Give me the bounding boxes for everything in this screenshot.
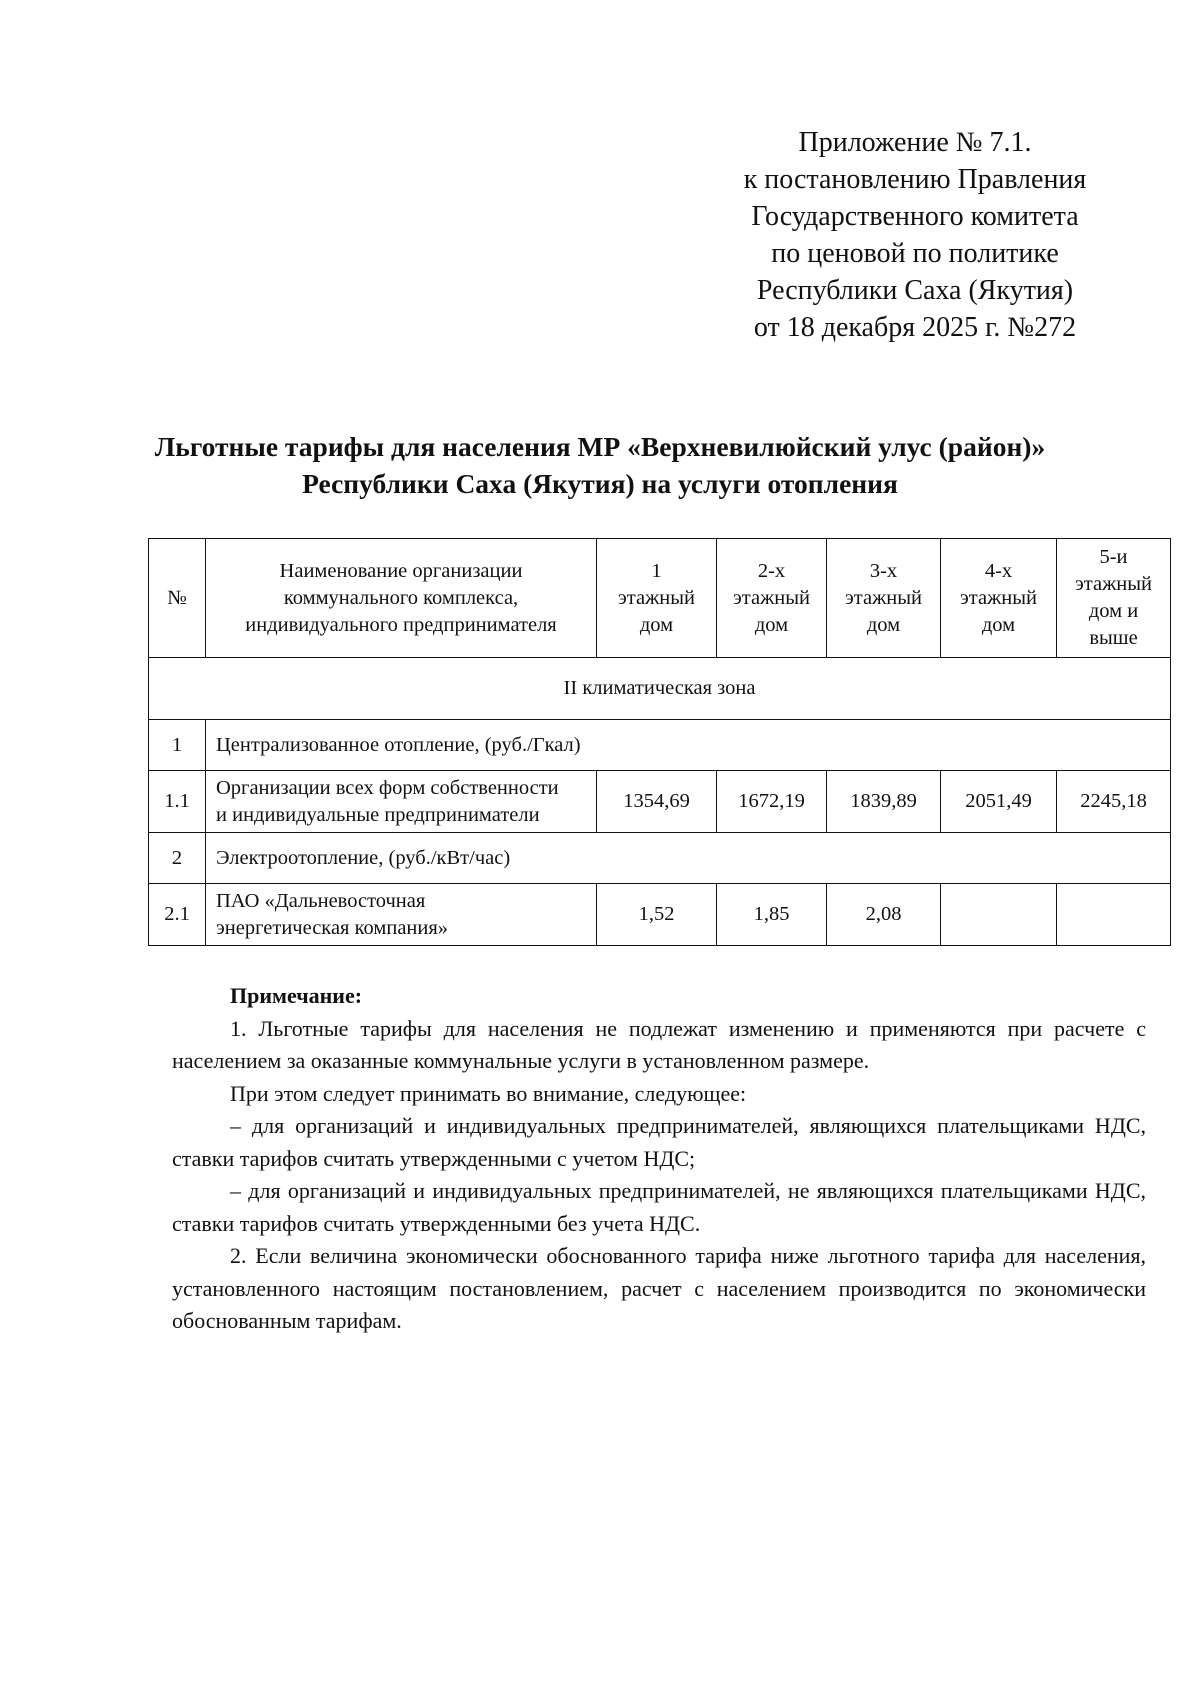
table-row: [149, 771, 1171, 833]
value-cell: 1672,19: [717, 771, 827, 833]
value-cell: 1,52: [597, 884, 717, 946]
table-header-row: [149, 539, 1171, 658]
header-4-floor: 4-х этажный дом: [941, 539, 1057, 658]
header-1-floor: 1 этажный дом: [597, 539, 717, 658]
title-line: Льготные тарифы для населения МР «Верхневилюйский улус (район)»: [154, 431, 1046, 462]
notes-title: Примечание:: [230, 983, 363, 1008]
value-cell: 2,08: [827, 884, 941, 946]
document-title: [100, 428, 1100, 502]
row-num: 1: [149, 720, 206, 771]
approval-line: к постановлению Правления: [743, 164, 1087, 195]
note-paragraph: – для организаций и индивидуальных предпринимателей, не являющихся плательщиками НДС, ставки тарифов считать утвержденными без учета НДС.: [172, 1178, 1146, 1236]
approval-line: от 18 декабря 2025 г. №272: [753, 312, 1077, 343]
row-num: 2: [149, 833, 206, 884]
value-cell: [1057, 884, 1171, 946]
value-cell: 2245,18: [1057, 771, 1171, 833]
row-name: Организации всех форм собственности и индивидуальные предприниматели: [206, 771, 597, 833]
row-name: Электроотопление, (руб./кВт/час): [206, 833, 1171, 884]
header-5-floor: 5-и этажный дом и выше: [1057, 539, 1171, 658]
row-name: ПАО «Дальневосточная энергетическая компания»: [206, 884, 597, 946]
row-name: Централизованное отопление, (руб./Гкал): [206, 720, 1171, 771]
approval-line: по ценовой по политике: [771, 238, 1059, 269]
row-num: 1.1: [149, 771, 206, 833]
table-row: [149, 833, 1171, 884]
notes-section: [172, 980, 1146, 1338]
approval-line: Государственного комитета: [751, 201, 1079, 232]
note-paragraph: 1. Льготные тарифы для населения не подлежат изменению и применяются при расчете с населением за оказанные коммунальные услуги в установленном размере.: [172, 1015, 1146, 1073]
approval-line: Приложение № 7.1.: [798, 127, 1032, 158]
header-2-floor: 2-х этажный дом: [717, 539, 827, 658]
value-cell: 2051,49: [941, 771, 1057, 833]
row-num: 2.1: [149, 884, 206, 946]
note-paragraph: – для организаций и индивидуальных предпринимателей, являющихся плательщиками НДС, ставки тарифов считать утвержденными с учетом НДС;: [172, 1113, 1146, 1171]
zone-cell: II климатическая зона: [149, 658, 1171, 720]
header-num: №: [149, 539, 206, 658]
table-row-zone: [149, 658, 1171, 720]
approval-line: Республики Саха (Якутия): [756, 275, 1074, 306]
table-row: [149, 884, 1171, 946]
note-paragraph: 2. Если величина экономически обоснованного тарифа ниже льготного тарифа для населения, установленного настоящим постановлением, расчет с населением производится по экономически обоснованным тарифам.: [172, 1243, 1146, 1333]
table-row: [149, 720, 1171, 771]
header-name: Наименование организации коммунального комплекса, индивидуального предпринимателя: [206, 539, 597, 658]
value-cell: 1,85: [717, 884, 827, 946]
title-line: Республики Саха (Якутия) на услуги отопления: [302, 468, 898, 499]
value-cell: 1839,89: [827, 771, 941, 833]
tariff-table: [148, 538, 1171, 946]
note-paragraph: При этом следует принимать во внимание, следующее:: [230, 1080, 747, 1106]
value-cell: 1354,69: [597, 771, 717, 833]
value-cell: [941, 884, 1057, 946]
header-3-floor: 3-х этажный дом: [827, 539, 941, 658]
approval-block: [700, 124, 1130, 346]
